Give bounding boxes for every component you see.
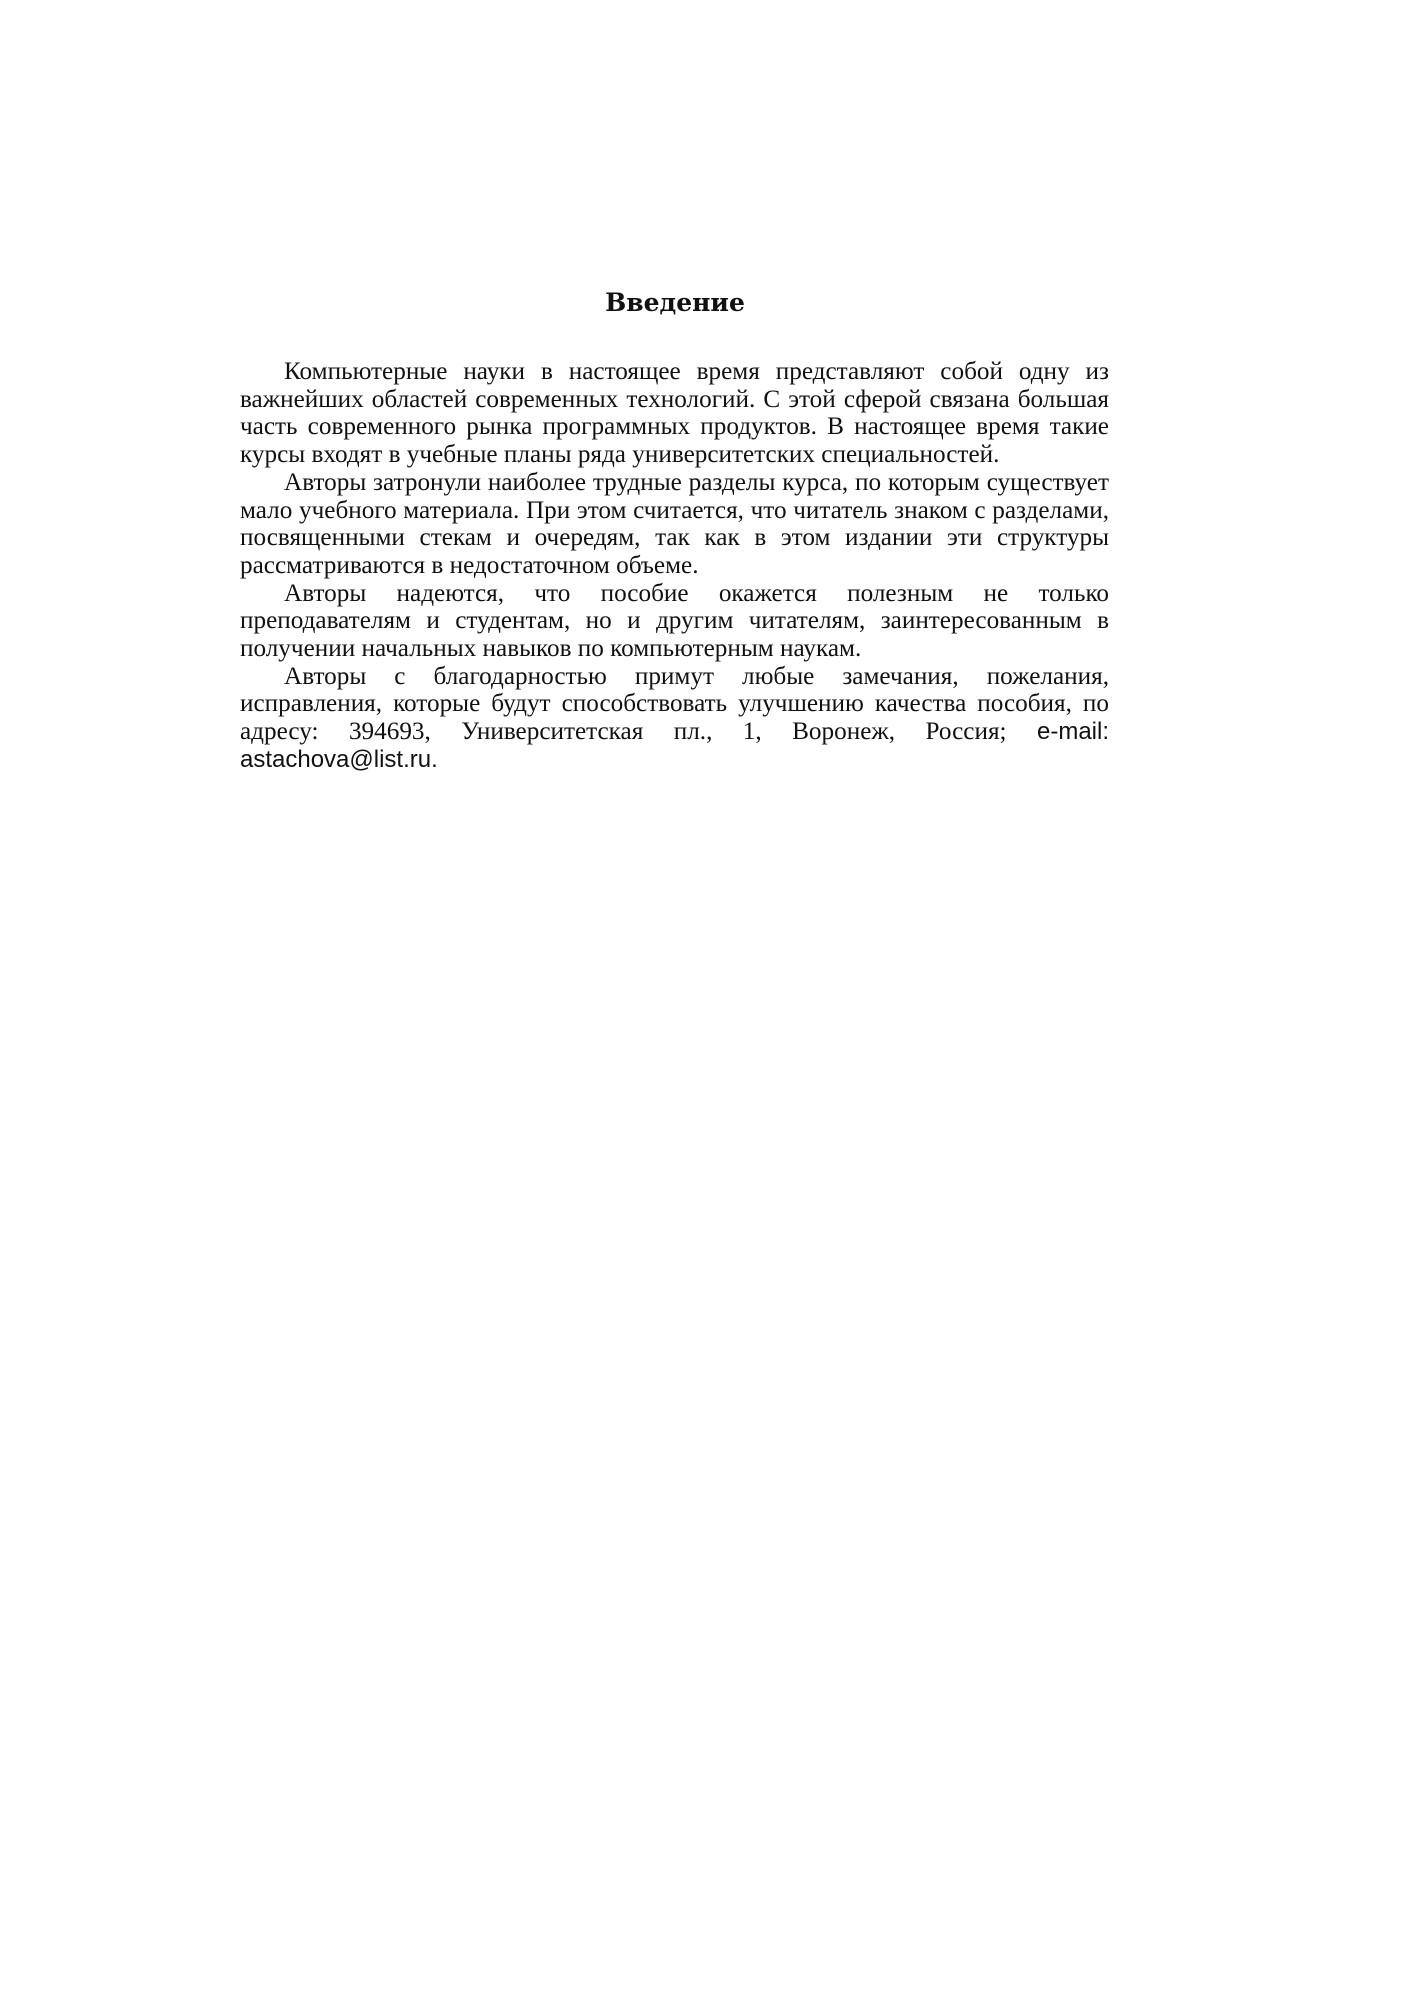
paragraph-2: Авторы затронули наиболее трудные разделы курса, по которым существует мало учебного материала. При этом считается, что читатель знаком с разделами, посвященными стекам и очередям, так как в этом издании эти структуры рассматриваются в недостаточном объеме. — [240, 468, 1109, 579]
paragraph-3: Авторы надеются, что пособие окажется полезным не только преподавателям и студентам, но и другим читателям, заинтересованным в получении начальных навыков по компьютерным наукам. — [240, 579, 1109, 663]
paragraph-4 — [240, 663, 1109, 774]
email-address: astachova@list.ru. — [240, 745, 438, 773]
document-body — [240, 358, 1109, 774]
paragraph-1: Компьютерные науки в настоящее время представляют собой одну из важнейших областей современных технологий. С этой сферой связана большая часть современного рынка программных продуктов. В настоящее время такие курсы входят в учебные планы ряда университетских специальностей. — [240, 358, 1109, 469]
paragraph-4-text: Авторы с благодарностью примут любые замечания, пожелания, исправления, которые будут способствовать улучшению качества пособия, по адресу: 394693, Университетская пл., 1, Воронеж, Россия; — [240, 662, 1109, 746]
email-label: e-mail: — [1036, 718, 1109, 746]
page-title: Введение — [605, 288, 745, 317]
